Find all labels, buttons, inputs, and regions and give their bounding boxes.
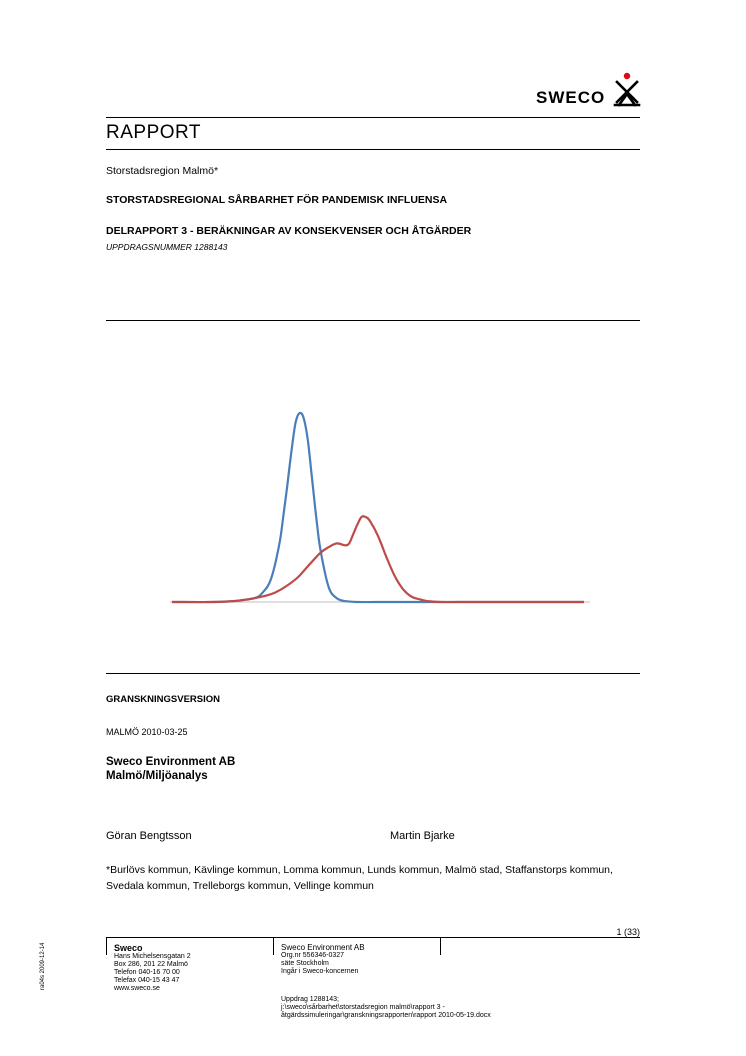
series-blue-line (172, 413, 584, 602)
assignment-number: UPPDRAGSNUMMER 1288143 (106, 242, 228, 252)
footer-line: Telefax 040-15 43 47 (114, 977, 180, 984)
company-unit: Malmö/Miljöanalys (106, 770, 208, 782)
series-red-line (172, 516, 584, 602)
footer-address (114, 943, 191, 993)
chart-rule-bottom (106, 673, 640, 674)
report-subtitle: DELRAPPORT 3 - BERÄKNINGAR AV KONSEKVENSER OCH ÅTGÄRDER (106, 225, 472, 237)
author-2: Martin Bjarke (390, 830, 455, 842)
footer-file-path: j:\sweco\sårbarhet\storstadsregion malmö\rapport 3 - åtgärdssimuleringar\granskningsrapporten\rapport 2010-05-19.docx (281, 1004, 491, 1019)
footer-divider-1 (106, 937, 107, 955)
logo-dot (624, 73, 630, 79)
footer-line: Telefon 040-16 70 00 (114, 969, 180, 976)
author-1: Göran Bengtsson (106, 830, 192, 842)
report-title: STORSTADSREGIONAL SÅRBARHET FÖR PANDEMISK INFLUENSA (106, 194, 448, 206)
epidemic-curve-chart (170, 405, 590, 610)
municipalities-footnote: *Burlövs kommun, Kävlinge kommun, Lomma kommun, Lunds kommun, Malmö stad, Staffanstorps kommun, Svedala kommun, Trelleborgs kommun, Vellinge kommun (106, 864, 613, 892)
company-block (106, 755, 235, 783)
footer-assignment: Uppdrag 1288143; (281, 996, 339, 1003)
footer-website: www.sweco.se (114, 985, 160, 992)
footer-divider-2 (273, 937, 274, 955)
header-rule-bottom (106, 149, 640, 150)
doc-type: RAPPORT (106, 122, 202, 143)
sweco-logo-icon (613, 72, 643, 108)
version-label: GRANSKNINGSVERSION (106, 694, 221, 705)
footer-file-info (281, 996, 581, 1020)
footer-legal (281, 943, 365, 976)
footer-line: Ingår i Sweco-koncernen (281, 968, 359, 975)
footer-legal-heading: Sweco Environment AB (281, 943, 365, 952)
footer-divider-3 (440, 937, 441, 955)
sweco-logo-text: SWECO (536, 88, 606, 107)
chart-rule-top (106, 320, 640, 321)
footer-line: Hans Michelsensgatan 2 (114, 953, 191, 960)
page-number: 1 (33) (616, 927, 640, 937)
report-date: MALMÖ 2010-03-25 (106, 727, 188, 737)
company-name: Sweco Environment AB (106, 756, 236, 768)
footer-line: Org.nr 556346-0327 (281, 952, 345, 959)
footer-rule (106, 937, 640, 938)
footer-line: säte Stockholm (281, 960, 329, 967)
header-rule-top (106, 117, 640, 118)
template-code: ra04s 2009-12-14 (40, 942, 46, 990)
region-label: Storstadsregion Malmö* (106, 165, 219, 177)
footer-line: Box 286, 201 22 Malmö (114, 961, 188, 968)
footer-company-heading: Sweco (114, 943, 143, 953)
